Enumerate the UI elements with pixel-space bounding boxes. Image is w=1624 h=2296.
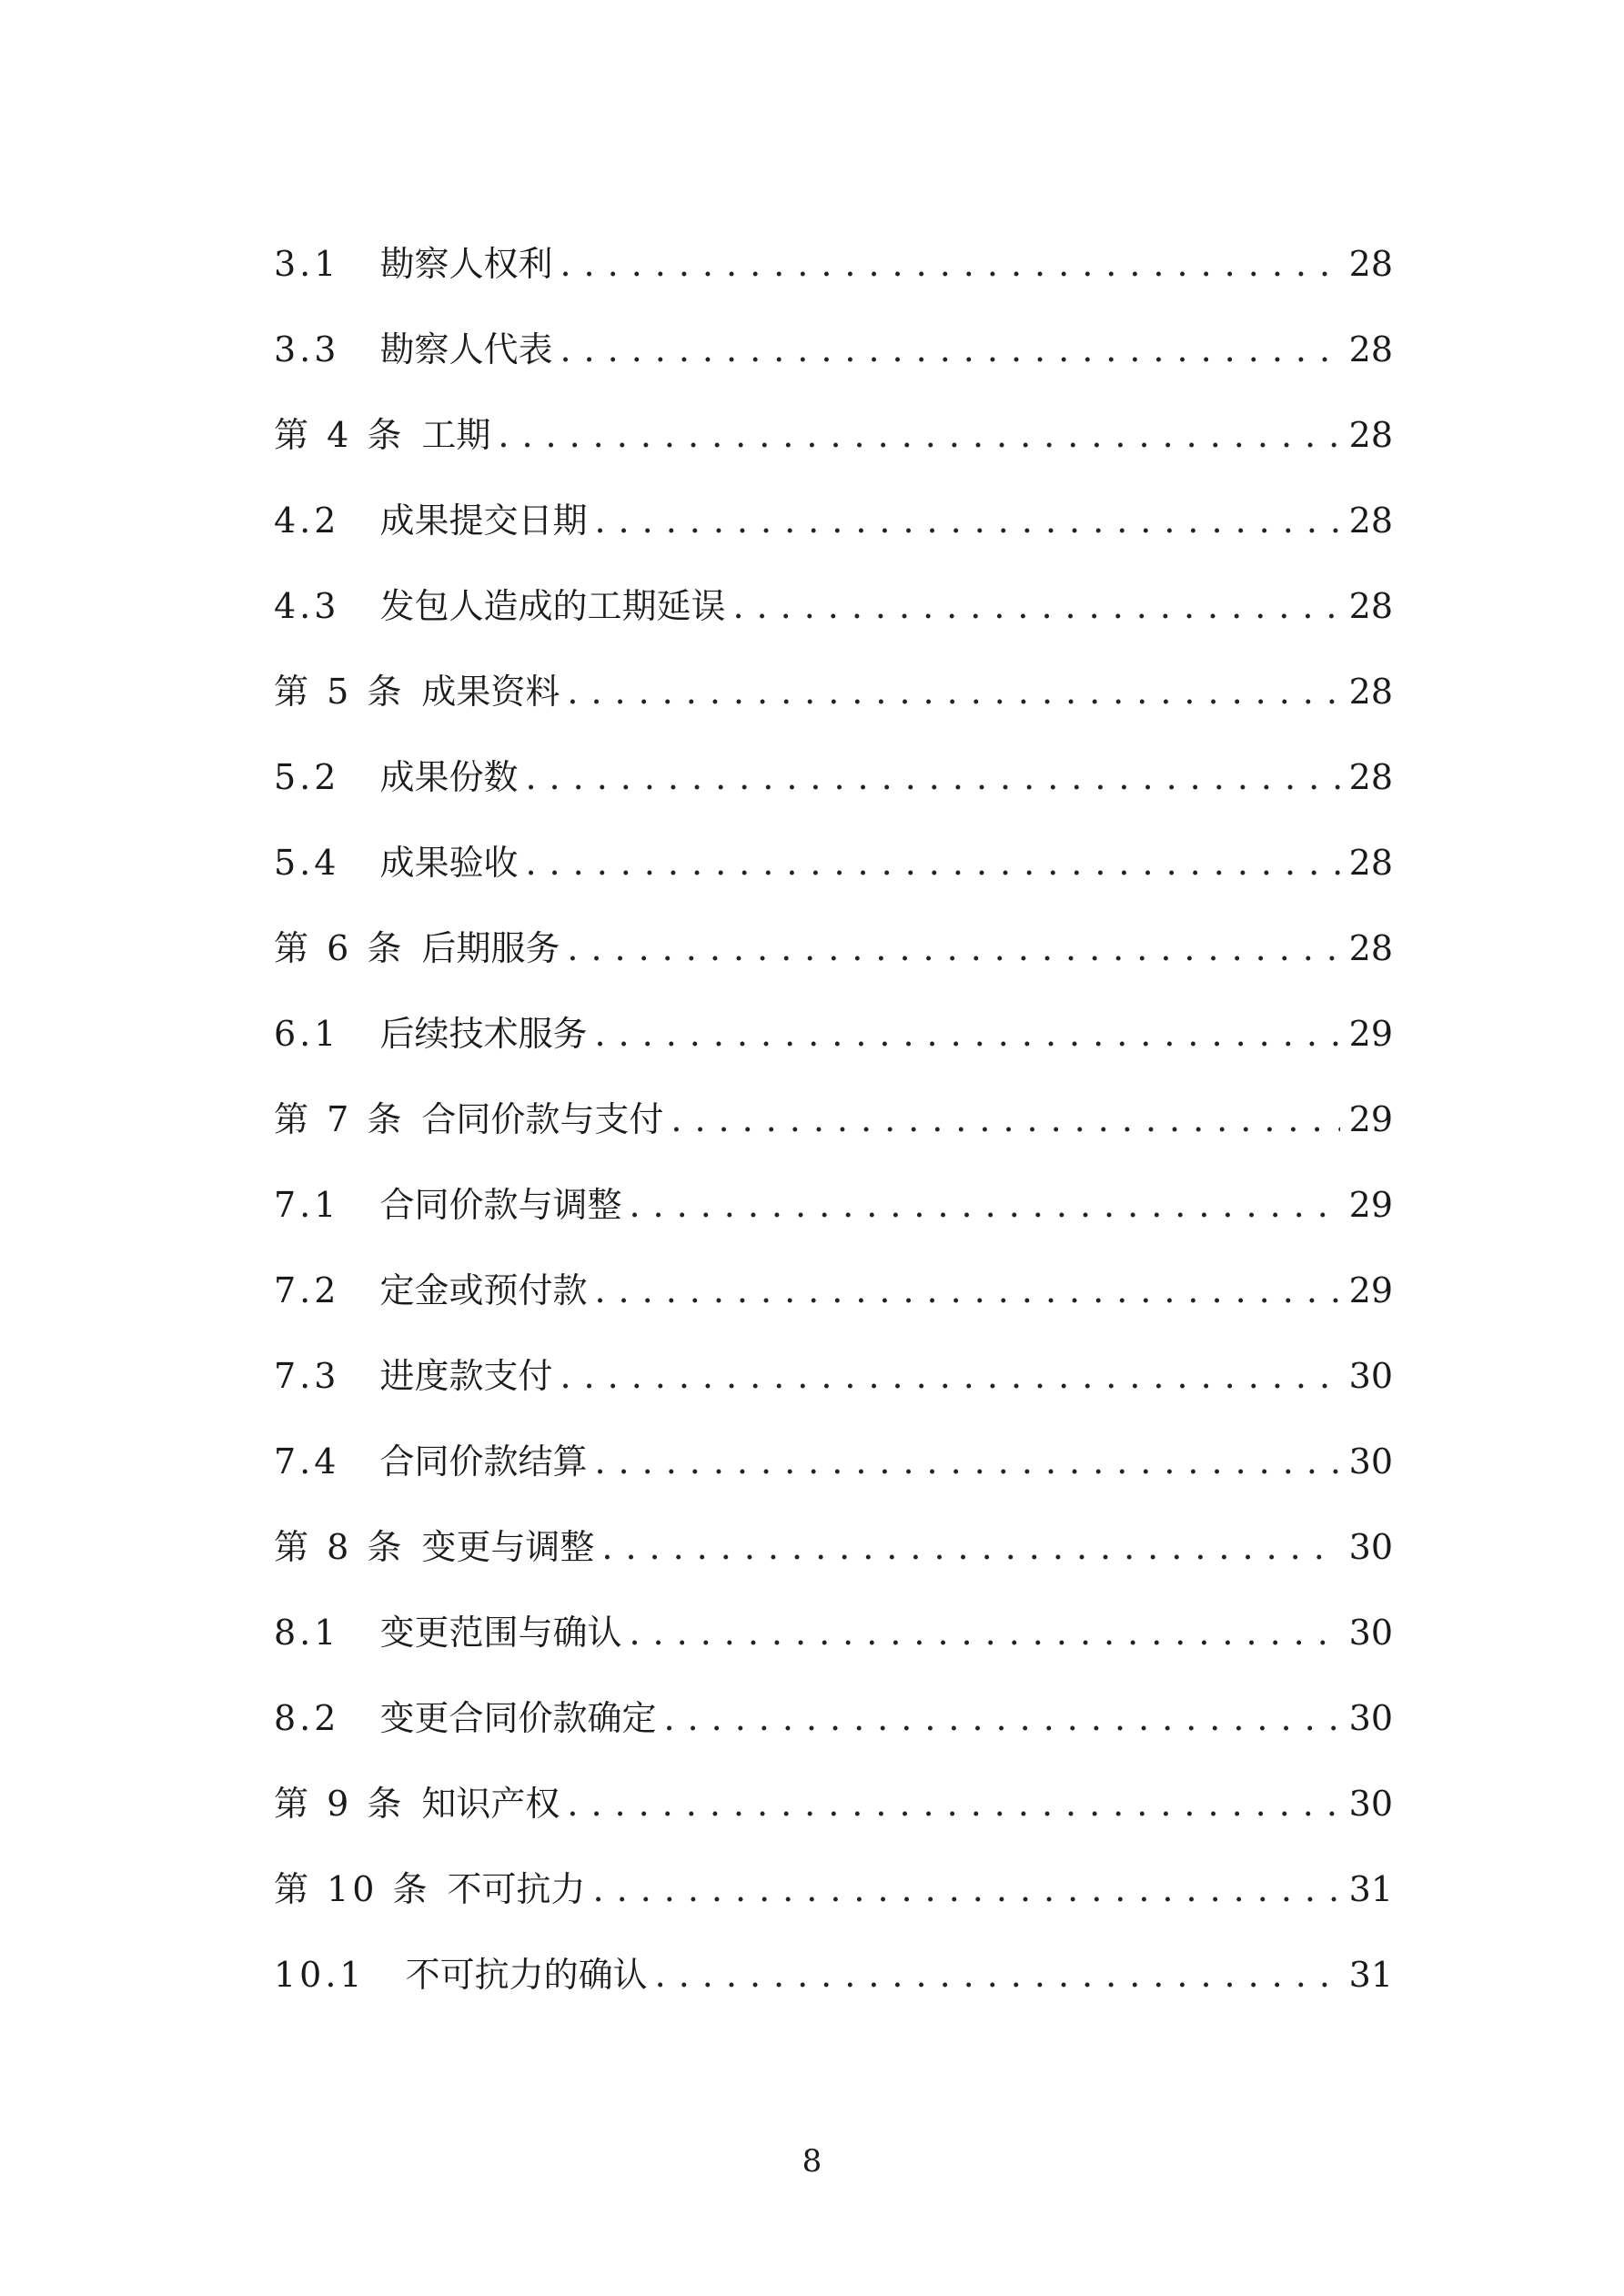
toc-dot-leader <box>629 1615 1339 1650</box>
toc-entry-number: 5.2 <box>274 757 340 797</box>
toc-entry-title: 勘察人代表 <box>379 329 553 369</box>
toc-dot-leader <box>594 1444 1339 1479</box>
toc-entry-title: 成果提交日期 <box>379 501 588 541</box>
toc-entry-title: 后期服务 <box>421 928 560 968</box>
toc-entry-number: 4.2 <box>274 501 340 541</box>
toc-entry-page-number: 29 <box>1348 1099 1393 1139</box>
toc-dot-leader <box>594 1017 1339 1051</box>
toc-entry[interactable] <box>274 1185 1393 1273</box>
toc-dot-leader <box>732 589 1339 623</box>
toc-entry-title: 定金或预付款 <box>379 1270 588 1310</box>
toc-entry-title: 合同价款与调整 <box>379 1185 622 1225</box>
toc-entry-page-number: 31 <box>1348 1869 1393 1909</box>
toc-entry-number: 10.1 <box>274 1955 366 1995</box>
toc-dot-leader <box>655 1957 1340 1992</box>
toc-entry-title: 进度款支付 <box>379 1356 553 1396</box>
toc-entry-title: 变更与调整 <box>421 1527 595 1567</box>
toc-entry-number: 4.3 <box>274 586 340 626</box>
toc-entry[interactable] <box>274 1786 1393 1872</box>
toc-entry[interactable] <box>274 757 1393 845</box>
toc-entry-title: 变更范围与确认 <box>379 1613 622 1653</box>
toc-entry-number: 第 7 条 <box>274 1099 406 1139</box>
toc-entry[interactable] <box>274 503 1393 589</box>
toc-dot-leader <box>593 1872 1340 1907</box>
toc-entry-title: 后续技术服务 <box>379 1014 588 1054</box>
toc-entry[interactable] <box>274 928 1393 1017</box>
toc-entry-number: 第 8 条 <box>274 1527 406 1567</box>
toc-entry-number: 第 5 条 <box>274 672 406 712</box>
toc-entry-number: 7.4 <box>274 1441 340 1482</box>
toc-entry-number: 3.1 <box>274 244 340 284</box>
toc-entry-page-number: 30 <box>1348 1613 1393 1653</box>
toc-entry[interactable] <box>274 674 1393 760</box>
toc-entry-title: 成果份数 <box>379 757 519 797</box>
toc-dot-leader <box>663 1701 1339 1735</box>
toc-entry[interactable] <box>274 1099 1393 1188</box>
toc-entry-title: 合同价款与支付 <box>421 1099 664 1139</box>
toc-entry[interactable] <box>274 1014 1393 1102</box>
page-number: 8 <box>802 2143 822 2180</box>
toc-entry-page-number: 29 <box>1348 1185 1393 1225</box>
toc-entry-page-number: 30 <box>1348 1784 1393 1824</box>
toc-entry[interactable] <box>274 244 1393 332</box>
toc-dot-leader <box>594 503 1339 538</box>
toc-entry[interactable] <box>274 1615 1393 1701</box>
toc-entry[interactable] <box>274 1957 1393 2043</box>
toc-entry-title: 知识产权 <box>421 1784 560 1824</box>
toc-entry-page-number: 28 <box>1348 501 1393 541</box>
toc-entry-number: 7.2 <box>274 1270 340 1310</box>
toc-entry-title: 发包人造成的工期延误 <box>379 586 726 626</box>
table-of-contents <box>274 244 1393 2043</box>
toc-entry-title: 变更合同价款确定 <box>379 1698 657 1738</box>
toc-entry-number: 第 6 条 <box>274 928 406 968</box>
toc-entry-number: 8.1 <box>274 1613 340 1653</box>
toc-entry-page-number: 28 <box>1348 672 1393 712</box>
toc-dot-leader <box>560 247 1339 281</box>
toc-entry-number: 3.3 <box>274 329 340 369</box>
toc-entry[interactable] <box>274 1356 1393 1444</box>
toc-entry-title: 工期 <box>421 415 491 455</box>
toc-entry-number: 第 9 条 <box>274 1784 406 1824</box>
toc-dot-leader <box>594 1273 1339 1308</box>
toc-entry[interactable] <box>274 586 1393 674</box>
toc-entry-page-number: 30 <box>1348 1441 1393 1482</box>
toc-entry-number: 6.1 <box>274 1014 340 1054</box>
toc-entry[interactable] <box>274 415 1393 503</box>
toc-dot-leader <box>567 1786 1339 1821</box>
toc-entry-title: 不可抗力的确认 <box>405 1955 648 1995</box>
toc-dot-leader <box>560 1359 1339 1393</box>
toc-dot-leader <box>560 332 1339 367</box>
toc-entry-number: 7.1 <box>274 1185 340 1225</box>
toc-entry-title: 勘察人权利 <box>379 244 553 284</box>
toc-entry-page-number: 28 <box>1348 843 1393 883</box>
toc-entry-page-number: 28 <box>1348 757 1393 797</box>
toc-entry[interactable] <box>274 1527 1393 1615</box>
toc-entry[interactable] <box>274 1869 1393 1957</box>
toc-dot-leader <box>525 845 1339 880</box>
toc-entry-number: 第 4 条 <box>274 415 406 455</box>
toc-dot-leader <box>671 1102 1339 1137</box>
toc-entry-page-number: 30 <box>1348 1527 1393 1567</box>
toc-dot-leader <box>567 931 1339 966</box>
toc-entry-page-number: 29 <box>1348 1014 1393 1054</box>
toc-entry-page-number: 28 <box>1348 415 1393 455</box>
toc-entry[interactable] <box>274 329 1393 418</box>
toc-entry-page-number: 28 <box>1348 586 1393 626</box>
toc-entry-number: 5.4 <box>274 843 340 883</box>
toc-entry-page-number: 31 <box>1348 1955 1393 1995</box>
toc-entry[interactable] <box>274 1270 1393 1359</box>
toc-entry-title: 成果资料 <box>421 672 560 712</box>
toc-entry-title: 不可抗力 <box>447 1869 586 1909</box>
toc-entry[interactable] <box>274 1698 1393 1786</box>
toc-entry-page-number: 29 <box>1348 1270 1393 1310</box>
toc-dot-leader <box>498 418 1339 452</box>
toc-entry[interactable] <box>274 845 1393 931</box>
toc-dot-leader <box>525 760 1339 794</box>
toc-entry-number: 第 10 条 <box>274 1869 431 1909</box>
toc-entry-title: 成果验收 <box>379 843 519 883</box>
toc-entry-page-number: 28 <box>1348 928 1393 968</box>
toc-entry[interactable] <box>274 1441 1393 1530</box>
toc-entry-page-number: 28 <box>1348 244 1393 284</box>
toc-dot-leader <box>629 1188 1339 1222</box>
toc-entry-number: 7.3 <box>274 1356 340 1396</box>
toc-entry-title: 合同价款结算 <box>379 1441 588 1482</box>
toc-entry-number: 8.2 <box>274 1698 340 1738</box>
toc-dot-leader <box>567 674 1339 709</box>
toc-entry-page-number: 30 <box>1348 1698 1393 1738</box>
toc-dot-leader <box>601 1530 1339 1564</box>
toc-entry-page-number: 30 <box>1348 1356 1393 1396</box>
toc-entry-page-number: 28 <box>1348 329 1393 369</box>
